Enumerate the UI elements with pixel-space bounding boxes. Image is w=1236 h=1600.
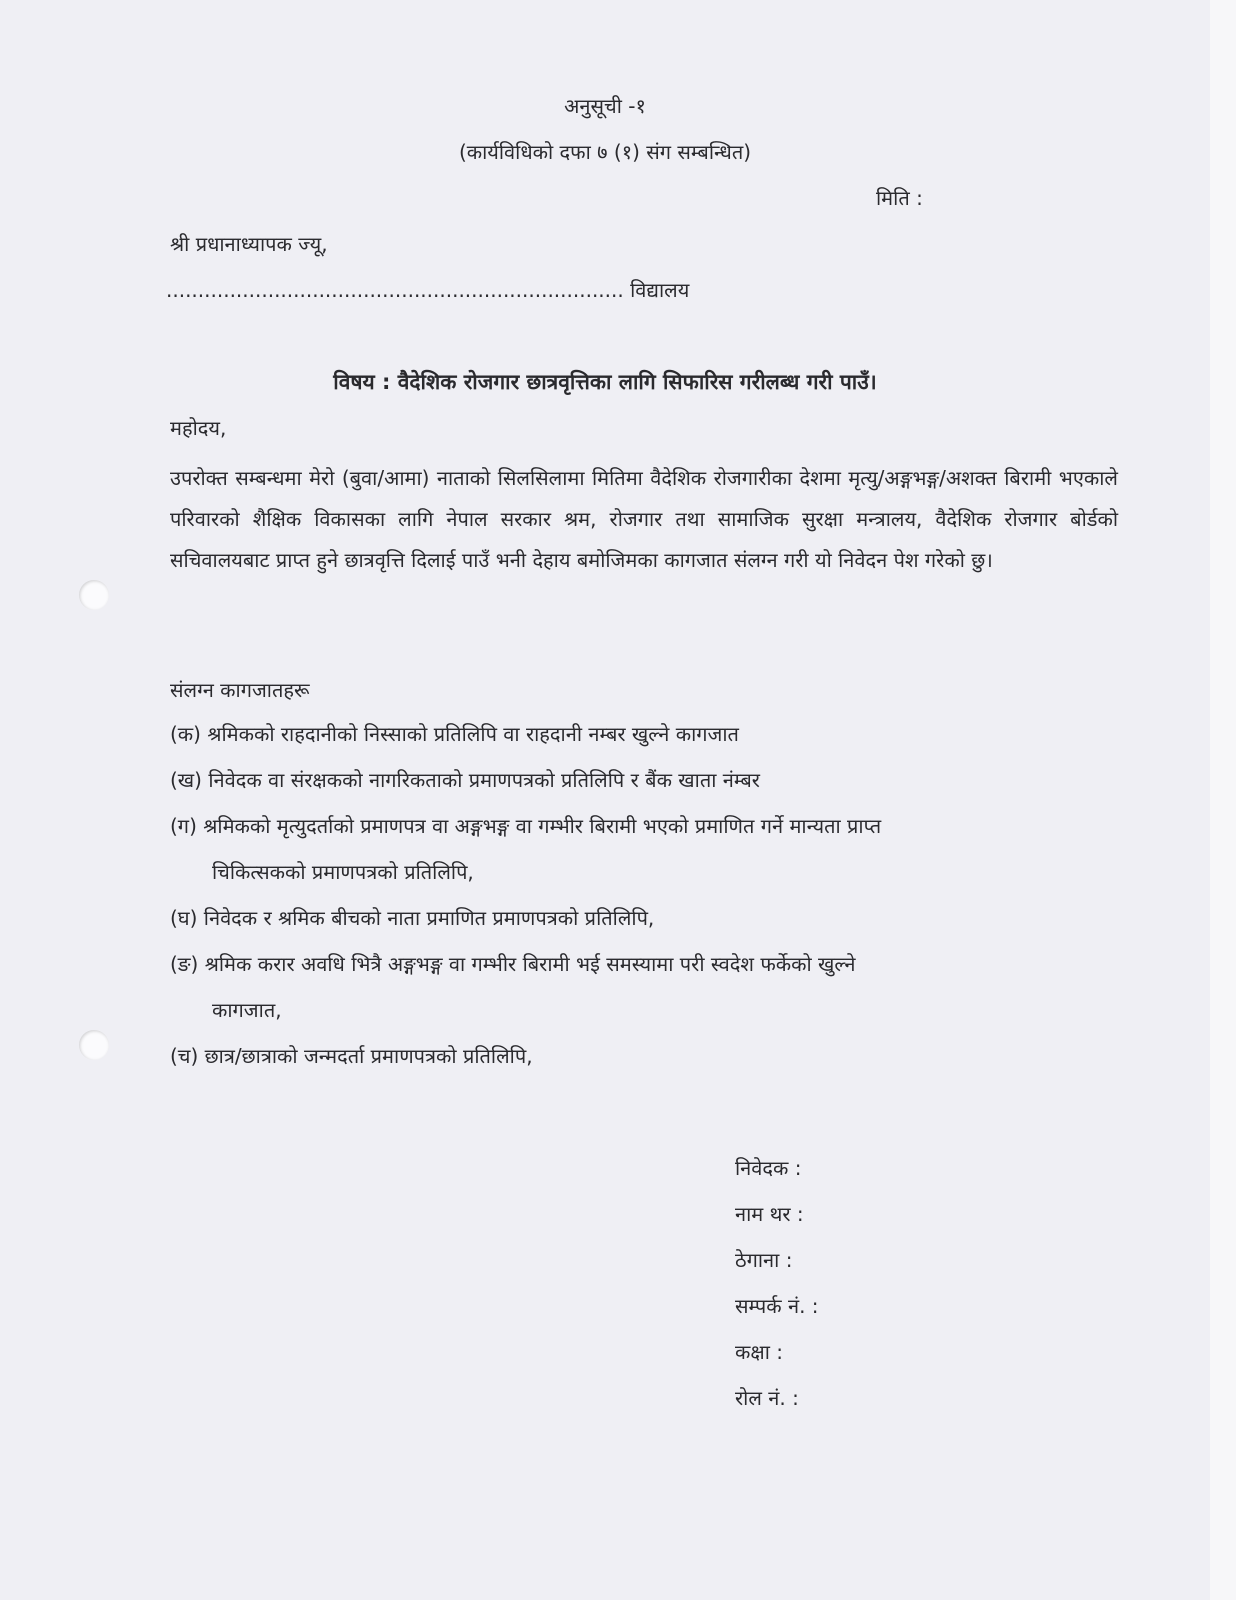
recipient-title: श्री प्रधानाध्यापक ज्यू, [170,232,328,256]
attachment-item-continued: चिकित्सकको प्रमाणपत्रको प्रतिलिपि, [212,860,474,884]
attachment-item: (घ) निवेदक र श्रमिक बीचको नाता प्रमाणित प्रमाणपत्रको प्रतिलिपि, [170,906,655,930]
attachment-item: (क) श्रमिकको राहदानीको निस्साको प्रतिलिपि वा राहदानी नम्बर खुल्ने कागजात [170,722,739,746]
attachment-item: (ग) श्रमिकको मृत्युदर्ताको प्रमाणपत्र वा अङ्गभङ्ग वा गम्भीर बिरामी भएको प्रमाणित गर्ने मान्यता प्राप्त [170,814,882,838]
schedule-subtitle: (कार्यविधिको दफा ७ (१) संग सम्बन्धित) [458,140,752,164]
attachment-item: (ङ) श्रमिक करार अवधि भित्रै अङ्गभङ्ग वा गम्भीर बिरामी भई समस्यामा परी स्वदेश फर्केको खुल्ने [170,952,856,976]
attachment-item-continued: कागजात, [212,998,282,1022]
recipient-school: ........................................................................ विद्यालय [166,278,690,302]
punch-hole-top [79,580,109,610]
attachments-heading: संलग्न कागजातहरू [170,678,310,702]
date-label: मिति : [876,186,923,210]
body-paragraph: उपरोक्त सम्बन्धमा मेरो (बुवा/आमा) नाताको सिलसिलामा मितिमा वैदेशिक रोजगारीका देशमा मृत्यु/अङ्गभङ्ग/अशक्त बिरामी भएकाले परिवारको शैक्षिक विकासका लागि नेपाल सरकार श्रम, रोजगार तथा सामाजिक सुरक्षा मन्त्रालय, वैदेशिक रोजगार बोर्डको सचिवालयबाट प्राप्त हुने छात्रवृत्ति दिलाई पाउँ भनी देहाय बमोजिमका कागजात संलग्न गरी यो निवेदन पेश गरेको छु। [170,466,1118,572]
roll-label: रोल नं. : [735,1386,799,1410]
name-label: नाम थर : [735,1202,804,1226]
contact-label: सम्पर्क नं. : [735,1294,819,1318]
salutation: महोदय, [170,416,227,440]
schedule-title: अनुसूची -१ [564,94,646,118]
attachment-item: (च) छात्र/छात्राको जन्मदर्ता प्रमाणपत्रको प्रतिलिपि, [170,1044,533,1068]
punch-hole-bottom [79,1030,109,1060]
attachment-item: (ख) निवेदक वा संरक्षकको नागरिकताको प्रमाणपत्रको प्रतिलिपि र बैंक खाता नंम्बर [170,768,760,792]
page-edge [1210,0,1236,1600]
address-label: ठेगाना : [735,1248,793,1272]
applicant-label: निवेदक : [735,1156,802,1180]
class-label: कक्षा : [735,1340,783,1364]
subject-line: विषय : वैदेशिक रोजगार छात्रवृत्तिका लागि सिफारिस गरीलब्ध गरी पाउँ। [333,370,877,394]
